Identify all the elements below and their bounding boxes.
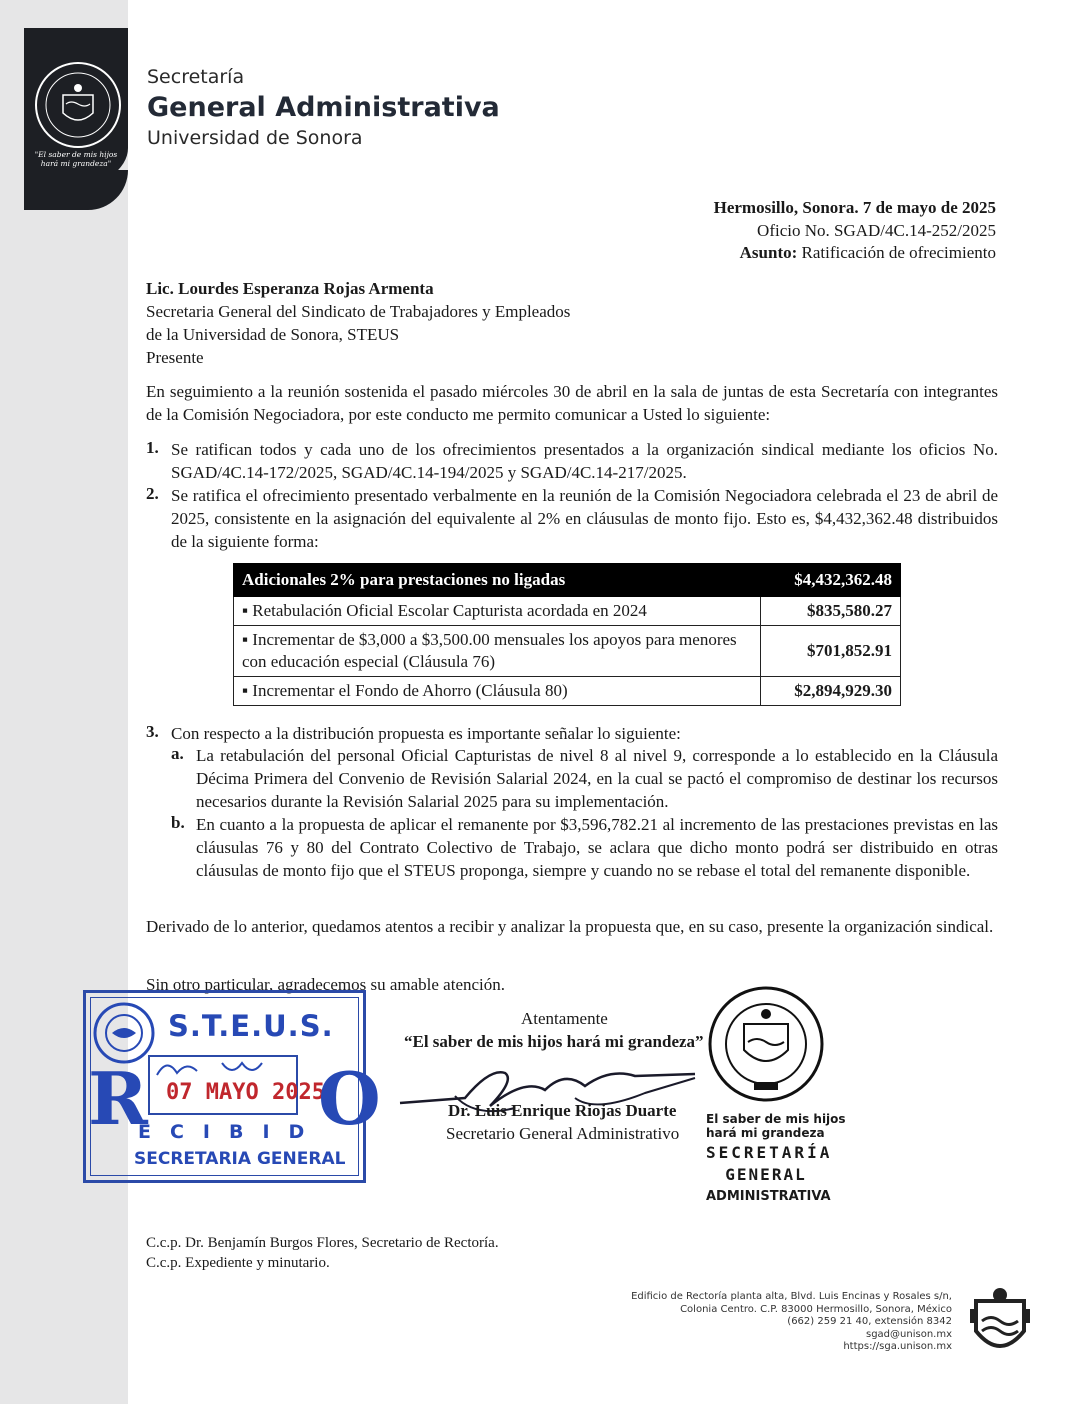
benefits-table	[233, 563, 901, 706]
official-seal-icon	[706, 984, 826, 1104]
recipient-name: Lic. Lourdes Esperanza Rojas Armenta	[146, 279, 434, 298]
stamp-letter-o: O	[318, 1056, 381, 1141]
seal-motto-line2: hará mi grandeza	[706, 1126, 825, 1140]
signer-name: Dr. Luis Enrique Riojas Duarte	[448, 1101, 677, 1120]
seal-motto: "El saber de mis hijos hará mi grandeza"	[34, 150, 118, 168]
letterhead-line1: Secretaría	[147, 66, 245, 88]
subitem-letter: a.	[171, 744, 184, 763]
letterhead-university: Universidad de Sonora	[147, 127, 363, 149]
university-logo-icon	[966, 1283, 1034, 1363]
intro-paragraph: En seguimiento a la reunión sostenida el pasado miércoles 30 de abril en la sala de juntas de esta Secretaría con integrantes de la Comisión Negociadora, por este conducto me permito comunicar a Usted lo siguiente:	[146, 382, 998, 424]
seal-department-block	[706, 1142, 833, 1208]
stamp-title: S.T.E.U.S.	[168, 1009, 334, 1043]
table-header-amount: $4,432,362.48	[761, 564, 901, 597]
table-cell-amount: $835,580.27	[761, 597, 901, 626]
seal-dept-line2: GENERAL	[725, 1165, 807, 1184]
ccp-line2: C.c.p. Expediente y minutario.	[146, 1255, 330, 1271]
subitem-text: La retabulación del personal Oficial Capturistas de nivel 8 al nivel 9, corresponde a lo establecido en la Cláusula Décima Primera del Convenio de Revisión Salarial 2024, en la cual se pactó el compromiso de destinar los recursos necesarios durante la Revisión Salarial 2025 para su implementación.	[196, 746, 998, 811]
table-row	[234, 597, 901, 626]
closing-paragraph: Derivado de lo anterior, quedamos atentos a recibir y analizar la propuesta que, en su caso, presente la organización sindical.	[146, 917, 994, 936]
footer-line3: (662) 259 21 40, extensión 8342	[787, 1316, 952, 1327]
closing-courtesy: Sin otro particular, agradecemos su amable atención.	[146, 975, 506, 994]
item-text: Se ratifican todos y cada uno de los ofrecimientos presentados a la organización sindical mediante los oficios No. SGAD/4C.14-172/2025, SGAD/4C.14-194/2025 y SGAD/4C.14-217/2025.	[171, 440, 998, 482]
seal-motto-line1: El saber de mis hijos	[706, 1112, 846, 1126]
table-header-row	[234, 564, 901, 597]
table-row	[234, 677, 901, 706]
side-band	[0, 0, 128, 1404]
stamp-letter-r: R	[88, 1056, 148, 1141]
received-stamp	[83, 990, 381, 1183]
letterhead-title: General Administrativa	[147, 92, 500, 123]
table-cell-label: ▪ Incrementar el Fondo de Ahorro (Cláusula 80)	[234, 677, 761, 706]
item-number: 2.	[146, 484, 159, 503]
ccp-line1: C.c.p. Dr. Benjamín Burgos Flores, Secretario de Rectoría.	[146, 1235, 499, 1251]
item-text: Con respecto a la distribución propuesta es importante señalar lo siguiente:	[171, 724, 681, 743]
recipient-line2: de la Universidad de Sonora, STEUS	[146, 325, 400, 344]
item-text: Se ratifica el ofrecimiento presentado verbalmente en la reunión de la Comisión Negociadora celebrada el 23 de abril de 2025, consistente en la asignación del equivalente al 2% en cláusulas de monto fijo. Esto es, $4,432,362.48 distribuidos de la siguiente forma:	[171, 486, 998, 551]
seal-dept-line3: ADMINISTRATIVA	[706, 1189, 831, 1204]
handwritten-initials-icon	[152, 1055, 292, 1083]
footer-email: sgad@unison.mx	[866, 1328, 952, 1340]
table-row	[234, 626, 901, 677]
atentamente: Atentamente	[521, 1009, 608, 1028]
item-number: 3.	[146, 722, 159, 741]
seal-dept-line1: SECRETARÍA	[706, 1143, 833, 1162]
stamp-date: 07 MAYO 2025	[166, 1080, 325, 1105]
oficio-number: Oficio No. SGAD/4C.14-252/2025	[757, 221, 996, 240]
university-seal-icon	[33, 60, 123, 150]
table-cell-amount: $2,894,929.30	[761, 677, 901, 706]
footer-line1: Edificio de Rectoría planta alta, Blvd. Luis Encinas y Rosales s/n,	[631, 1291, 952, 1302]
footer-address	[631, 1291, 952, 1354]
motto: “El saber de mis hijos hará mi grandeza”	[404, 1032, 704, 1051]
table-cell-amount: $701,852.91	[761, 626, 901, 677]
place-date: Hermosillo, Sonora. 7 de mayo de 2025	[713, 198, 996, 217]
table-header-label: Adicionales 2% para prestaciones no ligadas	[234, 564, 761, 597]
asunto-label: Asunto:	[739, 243, 798, 262]
subitem-text: En cuanto a la propuesta de aplicar el remanente por $3,596,782.21 al incremento de las prestaciones previstas en las cláusulas 76 y 80 del Contrato Colectivo de Trabajo, se aclara que dicho monto podrá ser distribuido en otras cláusulas de monto fijo que el STEUS proponga, siempre y cuando no se rebase el total del remanente disponible.	[196, 815, 998, 880]
subitem-letter: b.	[171, 813, 185, 832]
signer-title: Secretario General Administrativo	[446, 1124, 680, 1143]
stamp-department: SECRETARIA GENERAL	[134, 1149, 346, 1169]
recipient-line1: Secretaria General del Sindicato de Trabajadores y Empleados	[146, 302, 571, 321]
recipient-line3: Presente	[146, 348, 204, 367]
table-cell-label: ▪ Retabulación Oficial Escolar Capturista acordada en 2024	[234, 597, 761, 626]
asunto-value: Ratificación de ofrecimiento	[801, 243, 996, 262]
asunto	[740, 243, 996, 263]
table-cell-label: ▪ Incrementar de $3,000 a $3,500.00 mensuales los apoyos para menores con educación especial (Cláusula 76)	[234, 626, 761, 677]
footer-line2: Colonia Centro. C.P. 83000 Hermosillo, Sonora, México	[680, 1303, 952, 1315]
stamp-recibido: ECIBID	[138, 1121, 324, 1143]
footer-url: https://sga.unison.mx	[843, 1341, 952, 1352]
seal-motto-block	[706, 1112, 846, 1140]
item-number: 1.	[146, 438, 159, 457]
